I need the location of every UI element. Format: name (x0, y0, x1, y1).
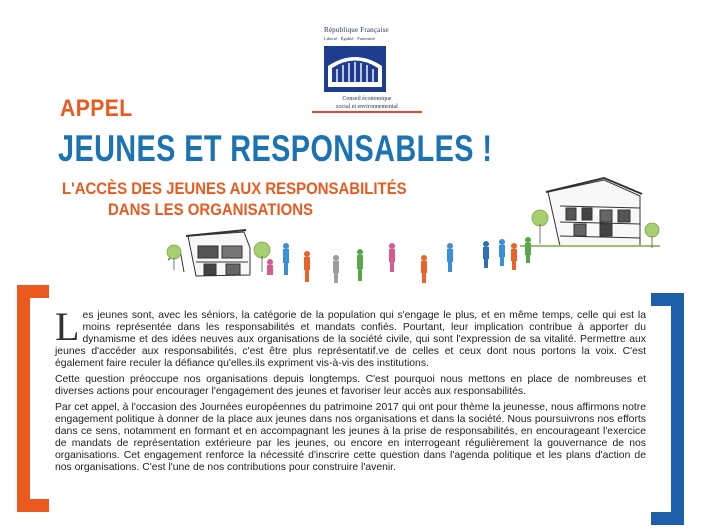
page-title: JEUNES ET RESPONSABLES ! (58, 128, 493, 169)
left-bracket-decoration (17, 285, 49, 512)
left-building-illustration (168, 230, 250, 276)
paragraph-1 (55, 304, 646, 370)
paragraph-3: Par cet appel, à l'occasion des Journées européennes du patrimoine 2017 qui ont pour thème la jeunesse, nous affirmons notre engagement politique à donner de la place aux jeunes dans nos organisations et dans la société. Nous poursuivrons nos efforts dans ce sens, notamment en formant et en accompagnant les jeunes à la prise de responsabilités, en encourageant l'exercice de mandats de représentation extérieure par les jeunes, ou encore en interrogeant régulièrement la gouvernance de nos organisations. Cet engagement renforce la nécessité d'inscrire cette question dans l'agenda politique et les plans d'action de nos organisations. C'est l'une de nos contributions pour construire l'avenir. (55, 402, 646, 473)
subtitle-line1: L'ACCÈS DES JEUNES AUX RESPONSABILITÉS (62, 179, 407, 198)
right-building-illustration (520, 178, 660, 246)
appel-heading: APPEL (60, 95, 133, 122)
cese-logo (312, 18, 422, 114)
logo-republique-text: République Française (324, 26, 389, 34)
subtitle-line2: DANS LES ORGANISATIONS (108, 200, 314, 219)
paragraph-1-text: es jeunes sont, avec les séniors, la catégorie de la population qui s'engage le plus, et en même temps, celle qui est la moins représentée dans les responsabilités et mandats confiés. Pourtant, leur implication contribue à apporter du dynamisme et des idées neuves aux organisations de la société civile, qui sont l'expression de sa vitalité. Permettre aux jeunes d'accéder aux responsabilités, c'est être plus représentatif.ve de celles et ceux dont nous portons la voix. C'est également faire reculer la défiance qu'elles.ils expriment vis-à-vis des institutions. (55, 310, 646, 369)
dropcap-letter: L (55, 304, 80, 349)
logo-motto-text: Liberté · Égalité · Fraternité (324, 36, 375, 41)
logo-cese-line2: social et environnemental (312, 104, 422, 113)
people-illustration (267, 237, 531, 283)
paragraph-2: Cette question préoccupe nos organisations depuis longtemps. C'est pourquoi nous mettons en place de nombreuses et diverses actions pour encourager l'engagement des jeunes et favoriser leur accès aux responsabilités. (55, 374, 646, 397)
appeal-body (55, 304, 646, 478)
cese-emblem-icon (320, 44, 390, 94)
right-bracket-decoration (651, 293, 684, 525)
logo-cese-line1: Conseil économique (342, 96, 392, 102)
